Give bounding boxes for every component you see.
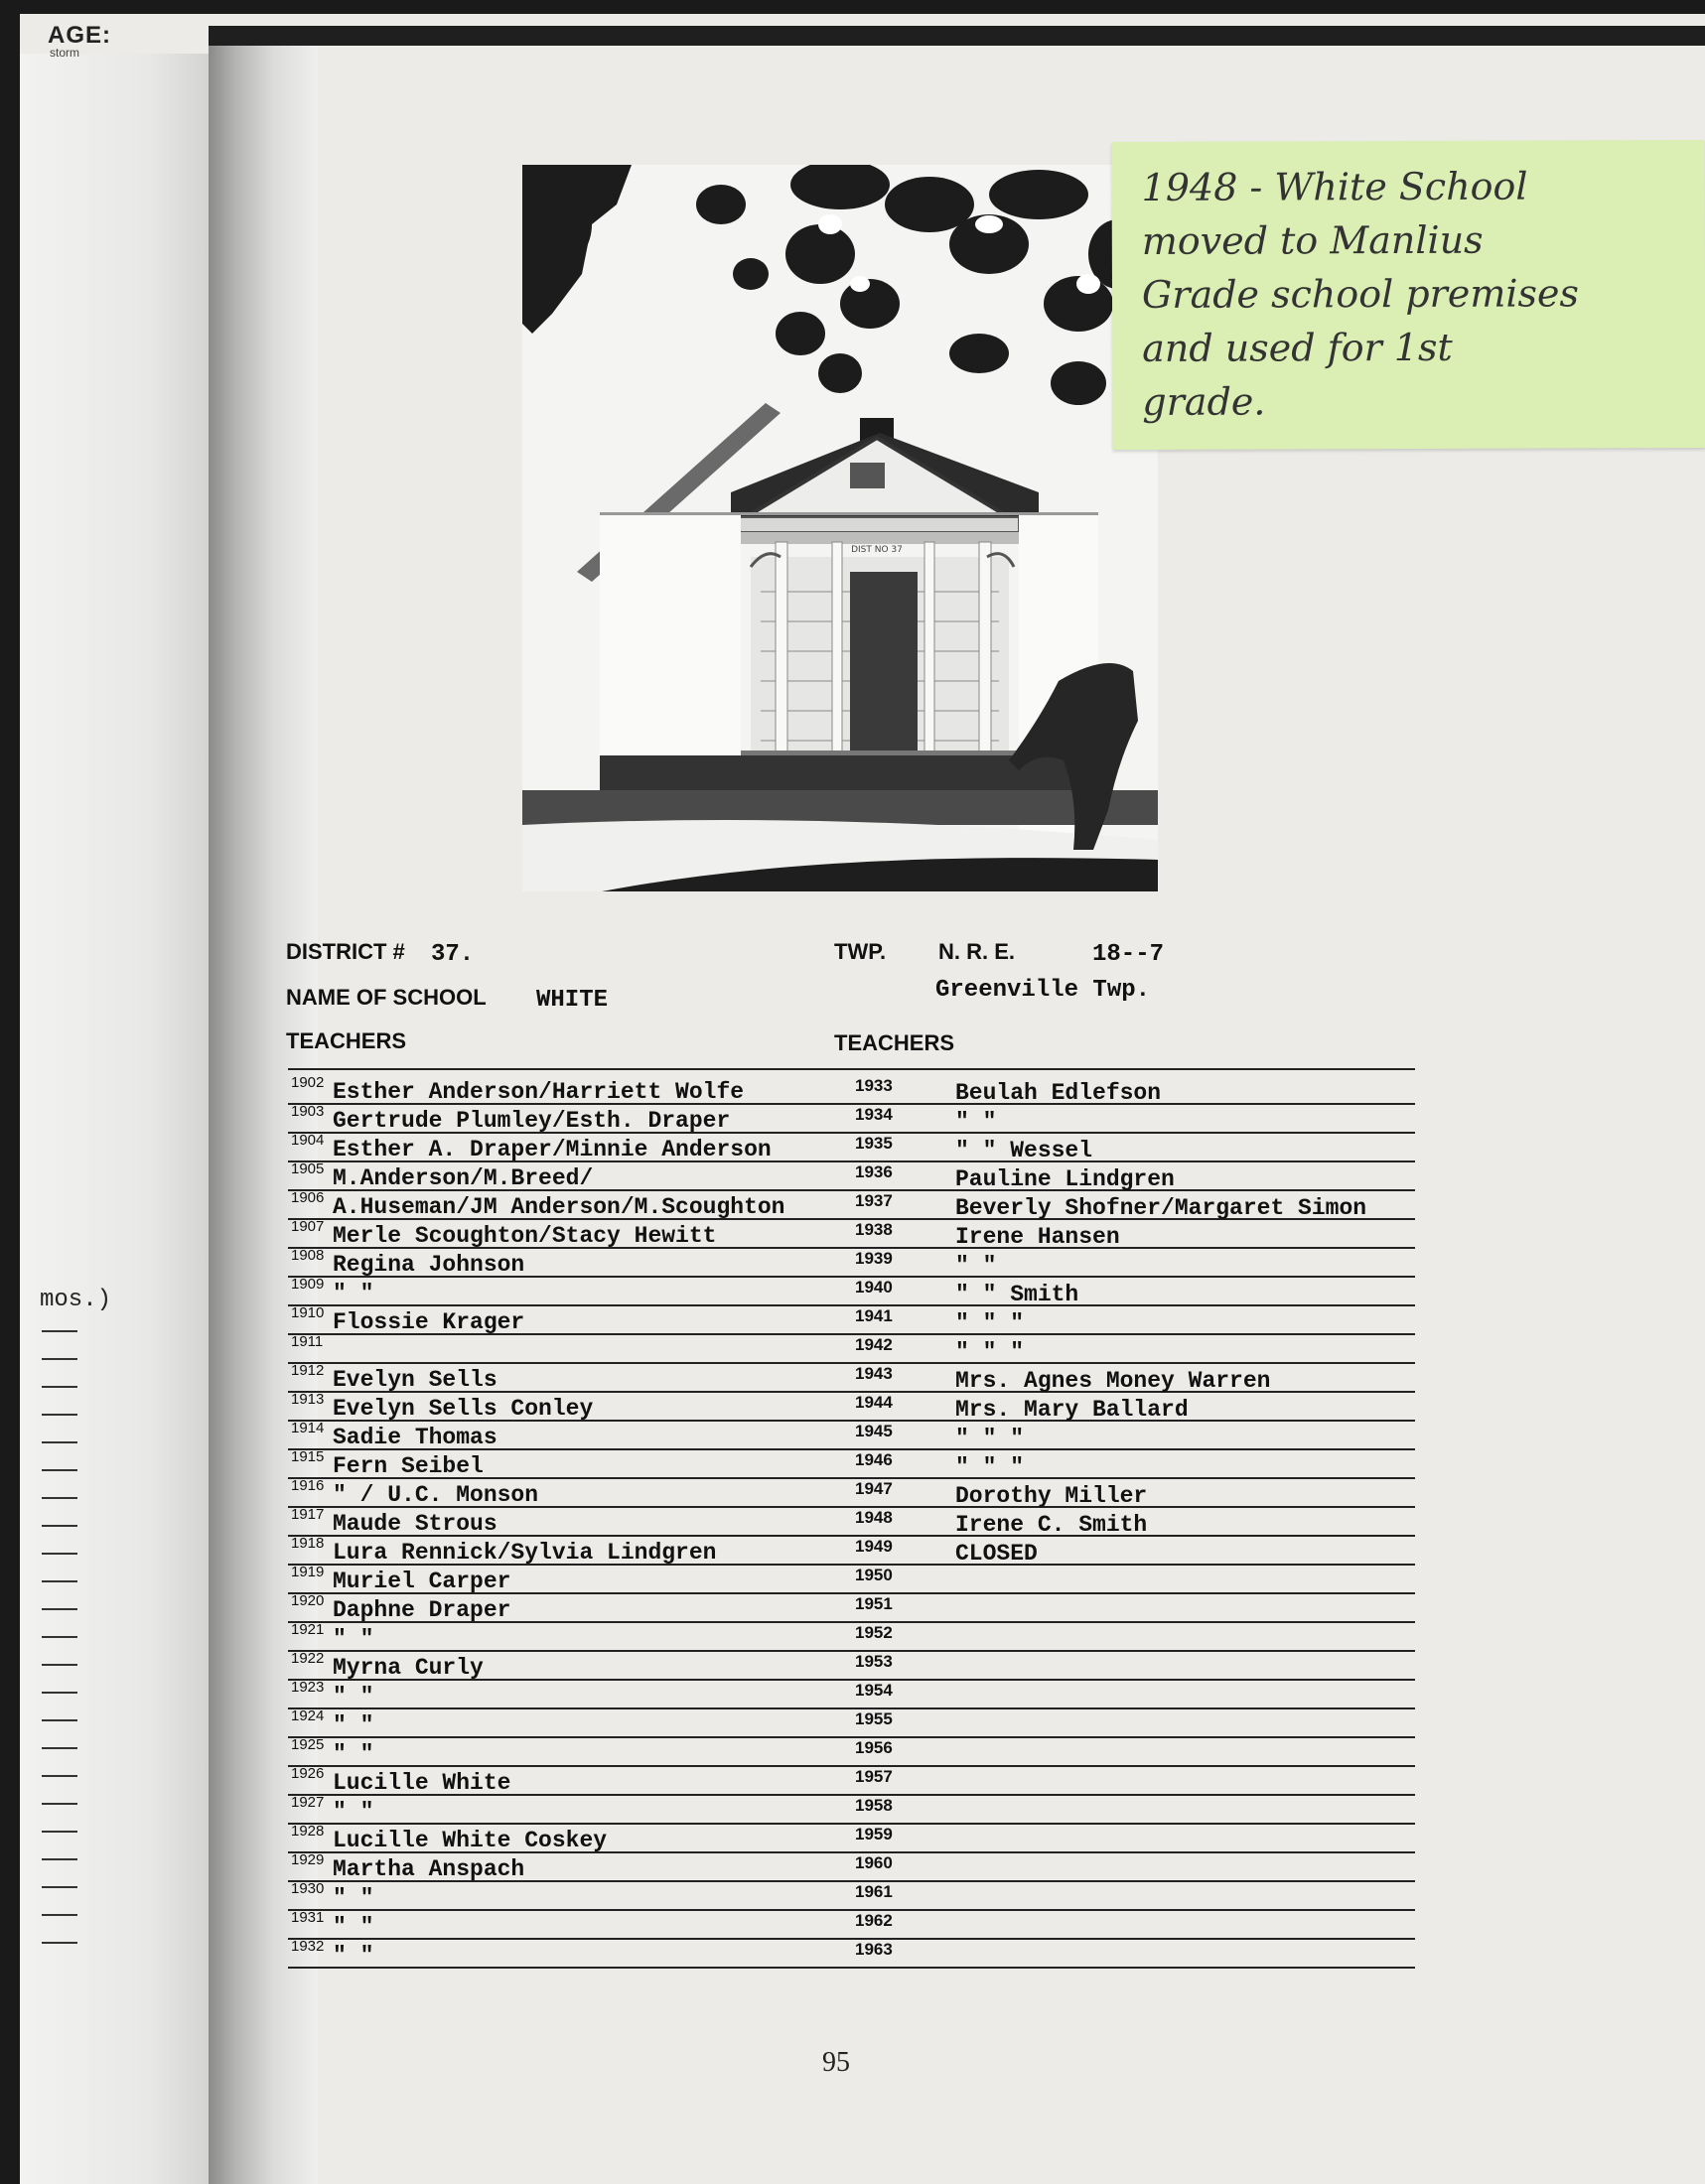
year-left: 1908 [291, 1247, 325, 1264]
left-page-dash [42, 1664, 77, 1666]
teacher-name-right: " " Smith [955, 1282, 1079, 1307]
left-page-dash [42, 1414, 77, 1416]
year-right: 1954 [855, 1681, 893, 1700]
header-fragment: AGE: [48, 22, 111, 49]
school-name-value: WHITE [536, 987, 609, 1014]
teachers-label-left: TEACHERS [286, 1028, 407, 1053]
table-row [288, 1304, 1415, 1335]
table-row [288, 1160, 1415, 1191]
teacher-name-left: " " [333, 1281, 374, 1306]
teacher-name-left: " " [333, 1684, 374, 1709]
year-left: 1920 [291, 1592, 325, 1609]
table-row [288, 1938, 1415, 1969]
teacher-name-left: Martha Anspach [333, 1856, 525, 1882]
table-row [288, 1621, 1415, 1652]
note-line-4: and used for 1st [1142, 325, 1453, 370]
table-row [288, 1736, 1415, 1767]
left-page-dash [42, 1692, 77, 1694]
district-label: DISTRICT # [286, 939, 405, 964]
year-right: 1948 [855, 1508, 893, 1527]
year-left: 1917 [291, 1506, 325, 1523]
teacher-name-right: Dorothy Miller [955, 1483, 1148, 1509]
year-right: 1940 [855, 1278, 893, 1297]
year-right: 1955 [855, 1709, 893, 1728]
year-right: 1963 [855, 1940, 893, 1959]
teacher-name-right: " " [955, 1109, 997, 1135]
left-page-dash [42, 1775, 77, 1777]
left-page-dash [42, 1747, 77, 1749]
left-page-dash [42, 1358, 77, 1360]
year-left: 1905 [291, 1160, 325, 1177]
schoolhouse-photo [522, 165, 1158, 891]
year-right: 1961 [855, 1882, 893, 1901]
table-row [288, 1391, 1415, 1422]
year-right: 1957 [855, 1767, 893, 1786]
teacher-name-left: Merle Scoughton/Stacy Hewitt [333, 1223, 717, 1249]
year-left: 1902 [291, 1074, 325, 1091]
teacher-name-right: " " Wessel [955, 1138, 1093, 1163]
table-row [288, 1276, 1415, 1306]
year-right: 1950 [855, 1566, 893, 1584]
year-left: 1903 [291, 1103, 325, 1120]
teacher-name-right: Irene C. Smith [955, 1512, 1148, 1538]
teacher-name-left: Esther Anderson/Harriett Wolfe [333, 1079, 745, 1105]
year-left: 1928 [291, 1823, 325, 1840]
year-left: 1930 [291, 1880, 325, 1897]
teacher-name-right: Pauline Lindgren [955, 1166, 1175, 1192]
teacher-name-left: " " [333, 1914, 374, 1940]
teacher-name-right: " " " [955, 1339, 1025, 1365]
note-line-1: 1948 - White School [1141, 164, 1528, 209]
year-right: 1941 [855, 1306, 893, 1325]
table-row [288, 1420, 1415, 1450]
teacher-name-right: Irene Hansen [955, 1224, 1120, 1250]
nre-label: N. R. E. [938, 939, 1016, 964]
twp-label: TWP. [834, 939, 887, 964]
table-row [288, 1103, 1415, 1134]
teacher-name-right: Beulah Edlefson [955, 1080, 1162, 1106]
year-right: 1947 [855, 1479, 893, 1498]
teacher-name-left: " " [333, 1626, 374, 1652]
year-left: 1910 [291, 1304, 325, 1321]
teacher-name-left: Maude Strous [333, 1511, 497, 1537]
year-left: 1929 [291, 1851, 325, 1868]
teacher-name-left: " " [333, 1712, 374, 1738]
year-right: 1959 [855, 1825, 893, 1843]
year-right: 1942 [855, 1335, 893, 1354]
table-row [288, 1535, 1415, 1566]
teacher-name-left: Evelyn Sells [333, 1367, 497, 1393]
teacher-name-left: " " [333, 1799, 374, 1825]
year-right: 1943 [855, 1364, 893, 1383]
township-value: Greenville Twp. [935, 977, 1151, 1004]
year-right: 1946 [855, 1450, 893, 1469]
left-page-dash [42, 1497, 77, 1499]
teacher-name-left: Muriel Carper [333, 1569, 511, 1594]
teacher-name-left: " " [333, 1885, 374, 1911]
year-left: 1922 [291, 1650, 325, 1667]
year-right: 1936 [855, 1162, 893, 1181]
top-border-bar [209, 26, 1705, 46]
year-left: 1919 [291, 1564, 325, 1580]
table-row [288, 1880, 1415, 1911]
teacher-name-left: A.Huseman/JM Anderson/M.Scoughton [333, 1194, 785, 1220]
table-row [288, 1679, 1415, 1709]
year-right: 1952 [855, 1623, 893, 1642]
table-row [288, 1592, 1415, 1623]
left-page-dash [42, 1525, 77, 1527]
year-right: 1960 [855, 1853, 893, 1872]
teacher-name-right: " " [955, 1253, 997, 1279]
table-top-rule [288, 1068, 1415, 1070]
year-right: 1933 [855, 1076, 893, 1095]
table-row [288, 1218, 1415, 1249]
teacher-name-left: Myrna Curly [333, 1655, 484, 1681]
table-row [288, 1362, 1415, 1393]
left-page-dash [42, 1608, 77, 1610]
year-left: 1913 [291, 1391, 325, 1408]
note-line-3: Grade school premises [1141, 271, 1580, 317]
teacher-name-left: Regina Johnson [333, 1252, 525, 1278]
left-page-dash [42, 1553, 77, 1555]
teacher-name-right: Mrs. Mary Ballard [955, 1397, 1189, 1423]
teacher-name-right: " " " [955, 1310, 1025, 1336]
teacher-name-left: " / U.C. Monson [333, 1482, 539, 1508]
left-page-dash [42, 1831, 77, 1833]
year-left: 1924 [291, 1707, 325, 1724]
year-right: 1949 [855, 1537, 893, 1556]
school-name-label: NAME OF SCHOOL [286, 985, 487, 1010]
table-row [288, 1707, 1415, 1738]
year-left: 1904 [291, 1132, 325, 1149]
year-left: 1927 [291, 1794, 325, 1811]
table-row [288, 1794, 1415, 1825]
table-row [288, 1765, 1415, 1796]
table-row [288, 1650, 1415, 1681]
left-page-dash [42, 1469, 77, 1471]
left-page-dash [42, 1580, 77, 1582]
page-number: 95 [822, 2047, 850, 2078]
teacher-name-left: Lucille White [333, 1770, 511, 1796]
year-right: 1958 [855, 1796, 893, 1815]
left-page-dash [42, 1858, 77, 1860]
teacher-name-right: " " " [955, 1426, 1025, 1451]
left-page-dash [42, 1441, 77, 1443]
year-left: 1932 [291, 1938, 325, 1955]
year-left: 1911 [291, 1333, 324, 1350]
teachers-label-right: TEACHERS [834, 1030, 955, 1055]
year-right: 1945 [855, 1422, 893, 1440]
district-value: 37. [431, 941, 475, 968]
year-right: 1939 [855, 1249, 893, 1268]
year-left: 1915 [291, 1448, 325, 1465]
note-line-5: grade. [1142, 379, 1266, 424]
year-left: 1923 [291, 1679, 325, 1696]
year-right: 1953 [855, 1652, 893, 1671]
year-left: 1926 [291, 1765, 325, 1782]
year-left: 1918 [291, 1535, 325, 1552]
year-left: 1912 [291, 1362, 325, 1379]
teacher-name-left: Gertrude Plumley/Esth. Draper [333, 1108, 731, 1134]
table-row [288, 1189, 1415, 1220]
note-line-2: moved to Manlius [1141, 217, 1484, 263]
table-row [288, 1132, 1415, 1162]
year-right: 1935 [855, 1134, 893, 1153]
year-left: 1925 [291, 1736, 325, 1753]
year-left: 1909 [291, 1276, 325, 1293]
year-right: 1962 [855, 1911, 893, 1930]
year-right: 1956 [855, 1738, 893, 1757]
year-left: 1906 [291, 1189, 325, 1206]
teacher-name-left: Lucille White Coskey [333, 1828, 608, 1853]
table-row [288, 1074, 1415, 1105]
teacher-name-right: Mrs. Agnes Money Warren [955, 1368, 1271, 1394]
teacher-name-right: CLOSED [955, 1541, 1038, 1567]
teacher-name-left: " " [333, 1943, 374, 1969]
left-page-dash [42, 1942, 77, 1944]
left-page-dash [42, 1803, 77, 1805]
year-right: 1934 [855, 1105, 893, 1124]
year-right: 1938 [855, 1220, 893, 1239]
table-row [288, 1333, 1415, 1364]
teacher-name-left: Daphne Draper [333, 1597, 511, 1623]
table-row [288, 1477, 1415, 1508]
year-right: 1937 [855, 1191, 893, 1210]
left-page-dash [42, 1886, 77, 1888]
left-page-dash [42, 1636, 77, 1638]
document-page [20, 14, 1705, 2184]
teacher-name-left: Sadie Thomas [333, 1425, 497, 1450]
left-page-dash [42, 1330, 77, 1332]
table-row [288, 1909, 1415, 1940]
year-left: 1931 [291, 1909, 325, 1926]
nre-value: 18--7 [1092, 941, 1165, 968]
teacher-name-left: Lura Rennick/Sylvia Lindgren [333, 1540, 717, 1566]
table-row [288, 1448, 1415, 1479]
table-row [288, 1506, 1415, 1537]
teacher-name-left: " " [333, 1741, 374, 1767]
teacher-name-right: Beverly Shofner/Margaret Simon [955, 1195, 1367, 1221]
year-left: 1914 [291, 1420, 325, 1436]
year-left: 1921 [291, 1621, 325, 1638]
left-page-fragment: mos.) [40, 1287, 112, 1313]
teacher-name-right: " " " [955, 1454, 1025, 1480]
schoolhouse-sign: DIST NO 37 [851, 545, 903, 555]
table-row [288, 1823, 1415, 1853]
left-page-dash [42, 1914, 77, 1916]
left-page-dash [42, 1719, 77, 1721]
year-left: 1907 [291, 1218, 325, 1235]
sticky-note [1111, 140, 1705, 450]
teacher-name-left: Esther A. Draper/Minnie Anderson [333, 1137, 772, 1162]
teacher-name-left: Fern Seibel [333, 1453, 484, 1479]
table-row [288, 1851, 1415, 1882]
teacher-name-left: Flossie Krager [333, 1309, 525, 1335]
table-row [288, 1247, 1415, 1278]
year-right: 1951 [855, 1594, 893, 1613]
year-right: 1944 [855, 1393, 893, 1412]
header-fragment-2: storm [50, 46, 79, 60]
table-row [288, 1564, 1415, 1594]
teacher-name-left: Evelyn Sells Conley [333, 1396, 594, 1422]
left-page-dash [42, 1386, 77, 1388]
teacher-name-left: M.Anderson/M.Breed/ [333, 1165, 594, 1191]
year-left: 1916 [291, 1477, 325, 1494]
